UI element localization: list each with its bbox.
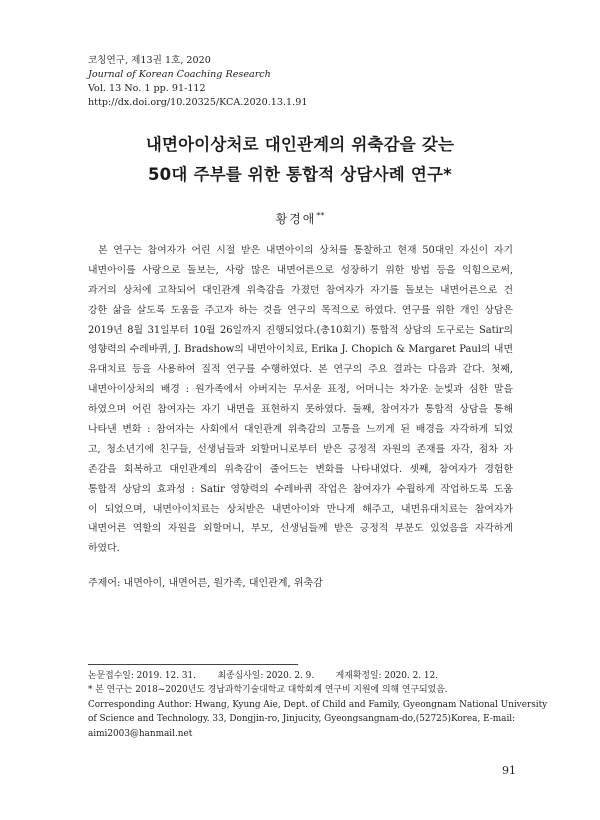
author-footnote-mark: **: [316, 211, 325, 220]
author-line: [40, 210, 560, 227]
page-number: 91: [502, 764, 516, 777]
author-name: 황경애: [275, 212, 317, 226]
abstract-line: 나타낸 변화 : 참여자는 사회에서 대인관계 위축감의 고통을 느끼게 된 배경을 자각하게 되었: [88, 424, 513, 436]
footnote-divider: [88, 664, 298, 665]
abstract-line: 내면어른 역할의 자원을 외할머니, 부모, 선생님들께 받은 긍정적 부분도 있었음을 자각하게: [88, 523, 513, 535]
corresponding-author-line-2: of Science and Technology. 33, Dongjin-ro, Jinjucity, Gyeongsangnam-do,(52725)Korea, E-mail:: [88, 714, 516, 725]
abstract-line: 하였으며 어린 참여자는 자기 내면을 표현하지 못하였다. 둘째, 참여자가 통합적 상담을 통해: [88, 404, 513, 416]
abstract-line: 내면아이상처의 배경 : 원가족에서 아버지는 무서운 표정, 어머니는 차가운 눈빛과 심한 말을: [88, 384, 513, 396]
journal-doi-link[interactable]: http://dx.doi.org/10.20325/KCA.2020.13.1.91: [88, 97, 308, 108]
abstract-line: 강한 삶을 살도록 도움을 주고자 하는 것을 연구의 목적으로 하였다. 연구를 위한 개인 상담은: [88, 304, 513, 316]
abstract-line: 과거의 상처에 고착되어 대인관계 위축감을 가졌던 참여자가 자기를 돌보는 내면어른으로 건: [88, 284, 513, 296]
abstract-line: 영향력의 수레바퀴, J. Bradshow의 내면아이치료, Erika J. Chopich & Margaret Paul의 내면: [88, 344, 513, 356]
abstract-line: 내면아이를 사랑으로 돌보는, 사랑 많은 내면어른으로 성장하기 위한 방법 등을 익힘으로써,: [88, 264, 513, 276]
footnotes: [88, 669, 548, 741]
journal-name: Journal of Korean Coaching Research: [88, 69, 271, 80]
abstract-line: 본 연구는 참여자가 어린 시절 받은 내면아이의 상처를 통찰하고 현재 50대인 자신이 자기: [98, 245, 513, 256]
abstract-line: 이 되었으며, 내면아이치료는 상처받은 내면아이와 만나게 해주고, 내면유대치료는 참여자가: [88, 503, 513, 515]
paper-title-line-1: 내면아이상처로 대인관계의 위축감을 갖는: [145, 135, 455, 154]
received-date: 논문접수일: 2019. 12. 31.: [88, 671, 196, 681]
abstract-line: 2019년 8월 31일부터 10월 26일까지 진행되었다.(총10회기) 통합적 상담의 도구로는 Satir의: [88, 324, 513, 336]
corresponding-author-line-1: Corresponding Author: Hwang, Kyung Aie, Dept. of Child and Family, Gyeongnam National University: [88, 699, 548, 710]
journal-header: [88, 54, 528, 110]
submission-dates: [88, 669, 438, 683]
abstract-line: 통합적 상담의 효과성 : Satir 영향력의 수레바퀴 작업은 참여자가 수월하게 작업하도록 도움: [88, 483, 513, 495]
corresponding-author-email[interactable]: aimi2003@hanmail.net: [88, 728, 193, 739]
paper-title-line-2: 50대 주부를 위한 통합적 상담사례 연구*: [148, 165, 452, 184]
journal-volume-korean: 코칭연구, 제13권 1호, 2020: [88, 55, 211, 66]
abstract-line: 존감을 회복하고 대인관계의 위축감이 줄어드는 변화를 나타내었다. 셋째, 참여자가 경험한: [88, 463, 513, 475]
abstract-line: 하였다.: [88, 543, 120, 555]
abstract-line: 고, 청소년기에 친구들, 선생님들과 외할머니로부터 받은 긍정적 자원의 존재를 자각, 점차 자: [88, 443, 513, 455]
abstract-line: 유대치료 등을 사용하여 질적 연구를 수행하였다. 본 연구의 주요 결과는 다음과 같다. 첫째,: [88, 364, 513, 376]
abstract: [88, 241, 513, 559]
journal-volume-pages: Vol. 13 No. 1 pp. 91-112: [88, 83, 206, 94]
keywords: 주제어: 내면아이, 내면어른, 원가족, 대인관계, 위축감: [88, 578, 323, 589]
funding-note: * 본 연구는 2018~2020년도 경남과학기술대학교 대학회계 연구비 지원에 의해 연구되었음.: [88, 685, 448, 696]
reviewed-date: 최종심사일: 2020. 2. 9.: [217, 671, 315, 681]
accepted-date: 게재확정일: 2020. 2. 12.: [335, 671, 438, 681]
